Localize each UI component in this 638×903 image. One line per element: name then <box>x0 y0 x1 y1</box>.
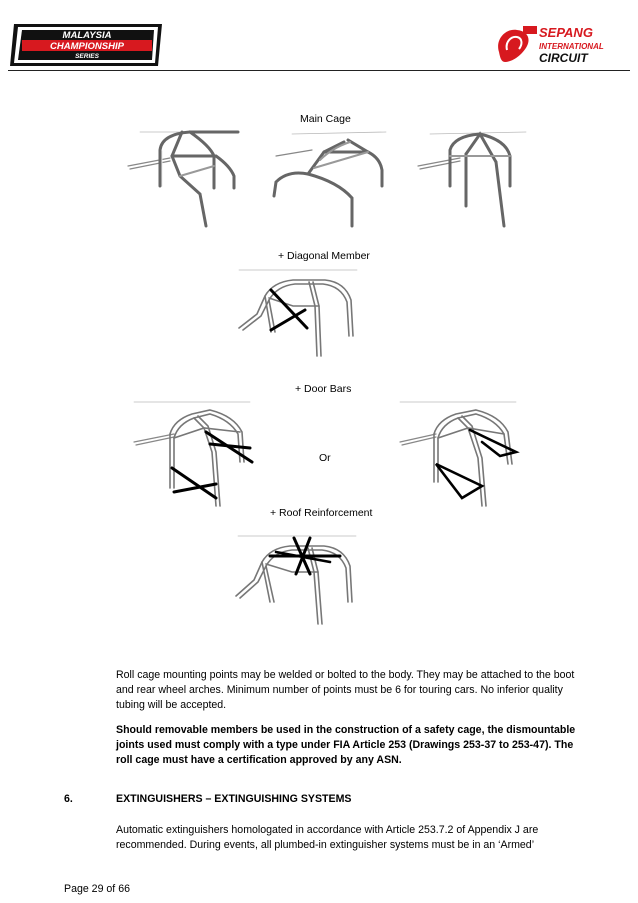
roof-reinforcement-caption: + Roof Reinforcement <box>270 507 373 519</box>
page-number: Page 29 of 66 <box>64 883 130 895</box>
door-bars-drawing-right <box>396 398 526 508</box>
paragraph-removable-members <box>116 723 586 768</box>
door-bars-drawing-left <box>130 398 260 508</box>
diagonal-member-drawing <box>233 266 363 362</box>
svg-text:MALAYSIA: MALAYSIA <box>62 30 112 41</box>
paragraph-mounting-points <box>116 668 586 713</box>
paragraph-extinguishers <box>116 823 586 853</box>
or-caption: Or <box>319 452 331 464</box>
door-bars-caption: + Door Bars <box>295 383 352 395</box>
paragraph-removable-members-text: Should removable members be used in the construction of a safety cage, the dismountable joints used must comply with a type under FIA Article 253 (Drawings 253-37 to 253-47). The roll cage must have a certification approved by any ASN. <box>116 724 576 766</box>
header-divider <box>8 70 630 71</box>
main-cage-drawing-3 <box>410 126 532 230</box>
main-cage-drawing-1 <box>120 126 242 230</box>
section-number: 6. <box>64 793 73 805</box>
svg-text:CIRCUIT: CIRCUIT <box>539 51 588 65</box>
diagonal-member-caption: + Diagonal Member <box>278 250 370 262</box>
svg-text:CHAMPIONSHIP: CHAMPIONSHIP <box>50 41 124 52</box>
svg-text:INTERNATIONAL: INTERNATIONAL <box>539 42 604 51</box>
malaysia-championship-series-logo <box>8 22 166 68</box>
svg-text:SERIES: SERIES <box>75 53 99 60</box>
main-cage-drawing-2 <box>268 126 390 230</box>
paragraph-mounting-points-text: Roll cage mounting points may be welded or bolted to the body. They may be attached to the boot and rear wheel arches. Minimum number of points must be 6 for touring cars. No inferior quality tubing will be accepted. <box>116 669 575 711</box>
paragraph-extinguishers-text: Automatic extinguishers homologated in accordance with Article 253.7.2 of Appendix J are recommended. During events, all plumbed-in extinguisher systems must be in an ‘Armed’ <box>116 824 539 851</box>
sepang-international-circuit-logo <box>493 22 625 68</box>
section-heading: EXTINGUISHERS – EXTINGUISHING SYSTEMS <box>116 793 352 805</box>
svg-text:SEPANG: SEPANG <box>539 25 593 40</box>
main-cage-caption: Main Cage <box>300 113 351 125</box>
roof-reinforcement-drawing <box>230 530 362 630</box>
